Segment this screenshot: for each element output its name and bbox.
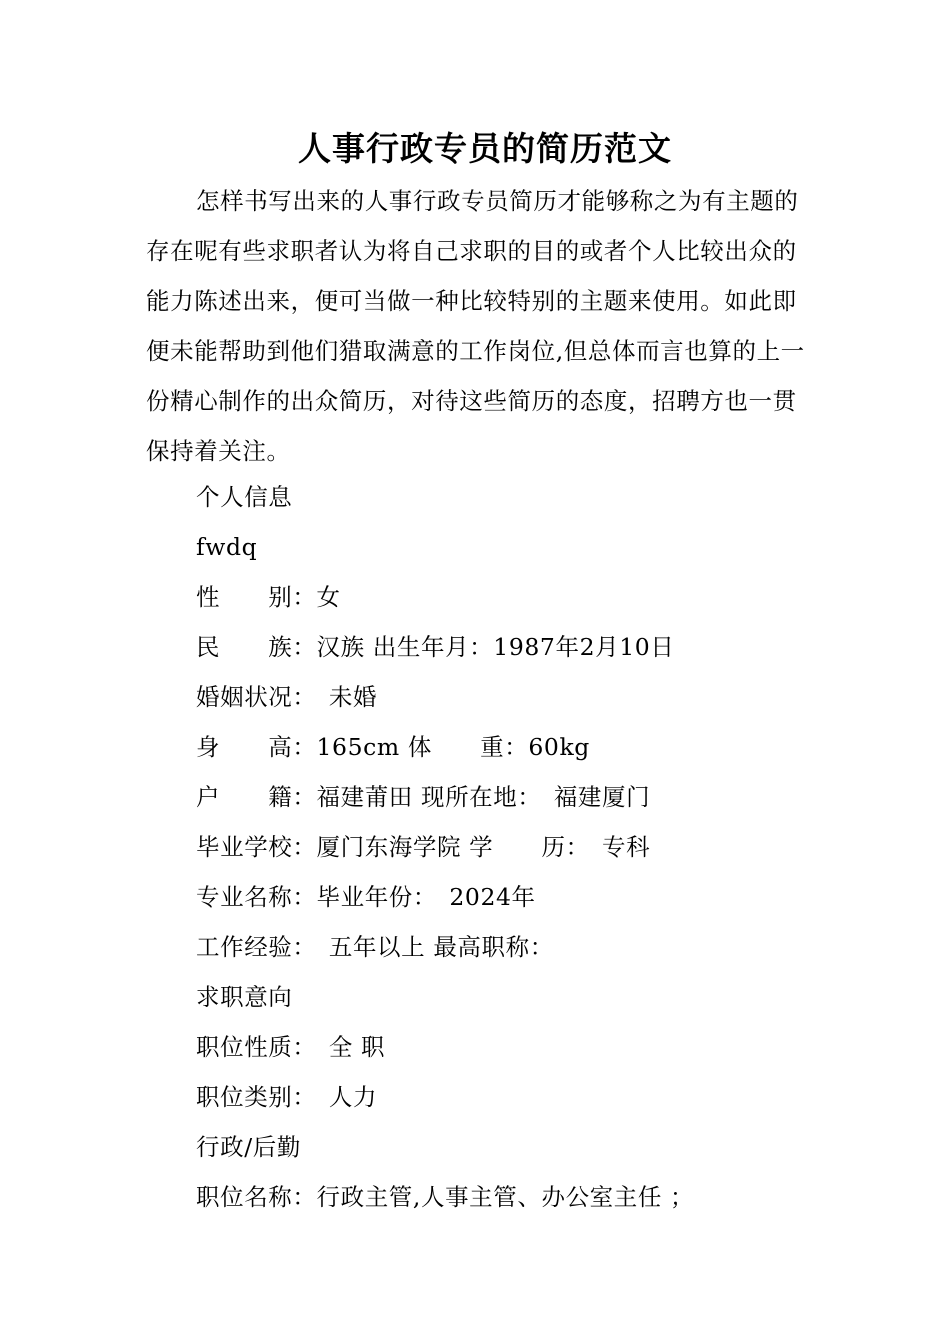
field-household-location: 户 籍：福建莆田 现所在地： 福建厦门	[196, 783, 651, 811]
field-position-name: 职位名称：行政主管,人事主管、办公室主任 ；	[196, 1183, 695, 1211]
field-school-education: 毕业学校：厦门东海学院 学 历： 专科	[196, 833, 651, 861]
intro-paragraph: 怎样书写出来的人事行政专员简历才能够称之为有主题的存在呢有些求职者认为将自己求职的目的或者个人比较出众的能力陈述出来，便可当做一种比较特别的主题来使用。如此即便未能帮助到他们猎取满意的工作岗位,但总体而言也算的上一份精心制作的出众简历，对待这些简历的态度，招聘方也一贯保持着关注。	[146, 187, 805, 465]
field-height-weight: 身 高：165cm 体 重：60kg	[196, 733, 590, 761]
section-heading-personal-info: 个人信息	[196, 483, 293, 511]
field-position-type: 职位性质： 全 职	[196, 1033, 386, 1061]
field-marital-status: 婚姻状况： 未婚	[196, 683, 378, 711]
field-ethnicity-birthdate: 民 族：汉族 出生年月：1987年2月10日	[196, 633, 675, 661]
text-line: 行政/后勤	[196, 1133, 301, 1161]
section-heading-job-intention: 求职意向	[196, 983, 293, 1011]
document-title: 人事行政专员的简历范文	[298, 129, 672, 168]
field-major-graduation-year: 专业名称：毕业年份： 2024年	[196, 883, 536, 911]
field-position-category: 职位类别： 人力	[196, 1083, 378, 1111]
resume-details	[196, 472, 836, 1222]
text-line: fwdq	[196, 533, 258, 561]
field-gender: 性 别：女	[196, 583, 341, 611]
field-experience-title: 工作经验： 五年以上 最高职称：	[196, 933, 554, 961]
